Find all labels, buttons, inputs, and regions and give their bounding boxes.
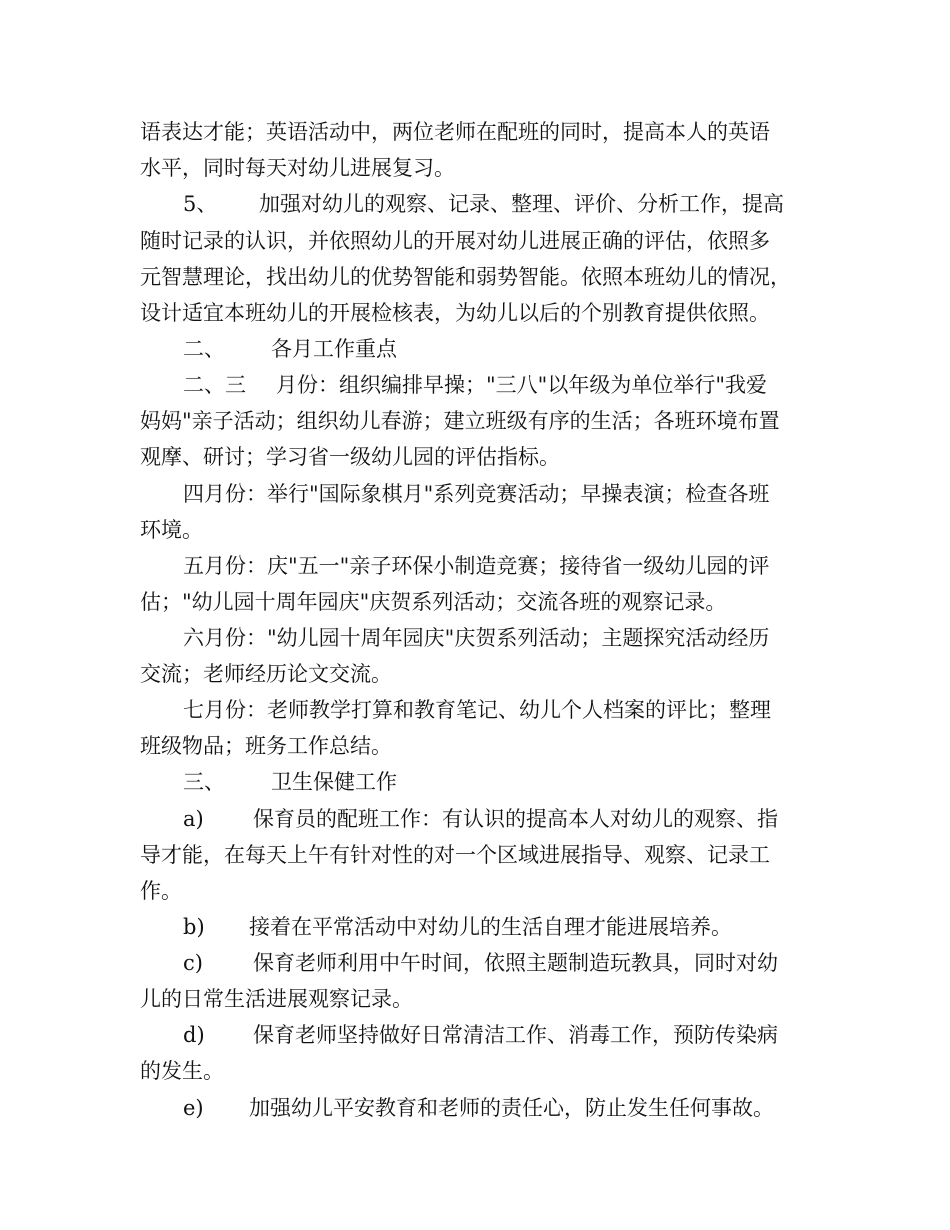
text-line: 元智慧理论，找出幼儿的优势智能和弱势智能。依照本班幼儿的情况， — [140, 265, 791, 289]
text-line: 导才能，在每天上午有针对性的对一个区域进展指导、观察、记录工 — [140, 843, 770, 867]
text-line: 的发生。 — [140, 1059, 224, 1083]
text-line: 班级物品；班务工作总结。 — [140, 734, 392, 758]
item-number: e) — [183, 1096, 204, 1120]
item-number: a) — [183, 807, 204, 831]
list-item-b: b) 接着在平常活动中对幼儿的生活自理才能进展培养。 — [183, 911, 863, 943]
text-line: 交流；老师经历论文交流。 — [140, 662, 392, 686]
text-line: 妈妈"亲子活动；组织幼儿春游；建立班级有序的生活；各班环境布置 — [140, 409, 780, 433]
text-line: 随时记录的认识，并依照幼儿的开展对幼儿进展正确的评估，依照多 — [140, 229, 770, 253]
list-item-5: 5、 加强对幼儿的观察、记录、整理、评价、分析工作，提高 — [183, 188, 863, 220]
paragraph-july: 七月份：老师教学打算和教育笔记、幼儿个人档案的评比；整理 — [183, 698, 771, 722]
paragraph-june: 六月份："幼儿园十周年园庆"庆贺系列活动；主题探究活动经历 — [183, 626, 770, 650]
text-line: 设计适宜本班幼儿的开展检核表，为幼儿以后的个别教育提供依照。 — [140, 301, 770, 325]
text-line: 语表达才能；英语活动中，两位老师在配班的同时，提高本人的英语 — [140, 120, 770, 144]
item-number: c) — [183, 951, 203, 975]
section-heading-2: 二、 各月工作重点 — [183, 333, 863, 365]
text-line: 估；"幼儿园十周年园庆"庆贺系列活动；交流各班的观察记录。 — [140, 590, 727, 614]
text-line: 水平，同时每天对幼儿进展复习。 — [140, 156, 455, 180]
section-number: 二、 — [183, 337, 225, 361]
text-line: 儿的日常生活进展观察记录。 — [140, 987, 413, 1011]
month-label: 二、三 — [183, 373, 246, 397]
paragraph-feb-mar: 二、三 月份：组织编排早操；"三八"以年级为单位举行"我爱 — [183, 369, 863, 401]
paragraph-may: 五月份：庆"五一"亲子环保小制造竞赛；接待省一级幼儿园的评 — [183, 554, 770, 578]
list-item-e: e) 加强幼儿平安教育和老师的责任心，防止发生任何事故。 — [183, 1092, 863, 1124]
list-item-a: a) 保育员的配班工作：有认识的提高本人对幼儿的观察、指 — [183, 803, 863, 835]
text-line: 环境。 — [140, 518, 203, 542]
text-line: 观摩、研讨；学习省一级幼儿园的评估指标。 — [140, 445, 560, 469]
list-item-c: c) 保育老师利用中午时间，依照主题制造玩教具，同时对幼 — [183, 947, 863, 979]
section-number: 三、 — [183, 770, 225, 794]
item-number: d) — [183, 1023, 205, 1047]
text-line: 作。 — [140, 879, 182, 903]
item-number: 5、 — [183, 192, 218, 216]
section-heading-3: 三、 卫生保健工作 — [183, 766, 863, 798]
list-item-d: d) 保育老师坚持做好日常清洁工作、消毒工作，预防传染病 — [183, 1019, 863, 1051]
paragraph-april: 四月份：举行"国际象棋月"系列竞赛活动；早操表演；检查各班 — [183, 482, 770, 506]
item-number: b) — [183, 915, 205, 939]
